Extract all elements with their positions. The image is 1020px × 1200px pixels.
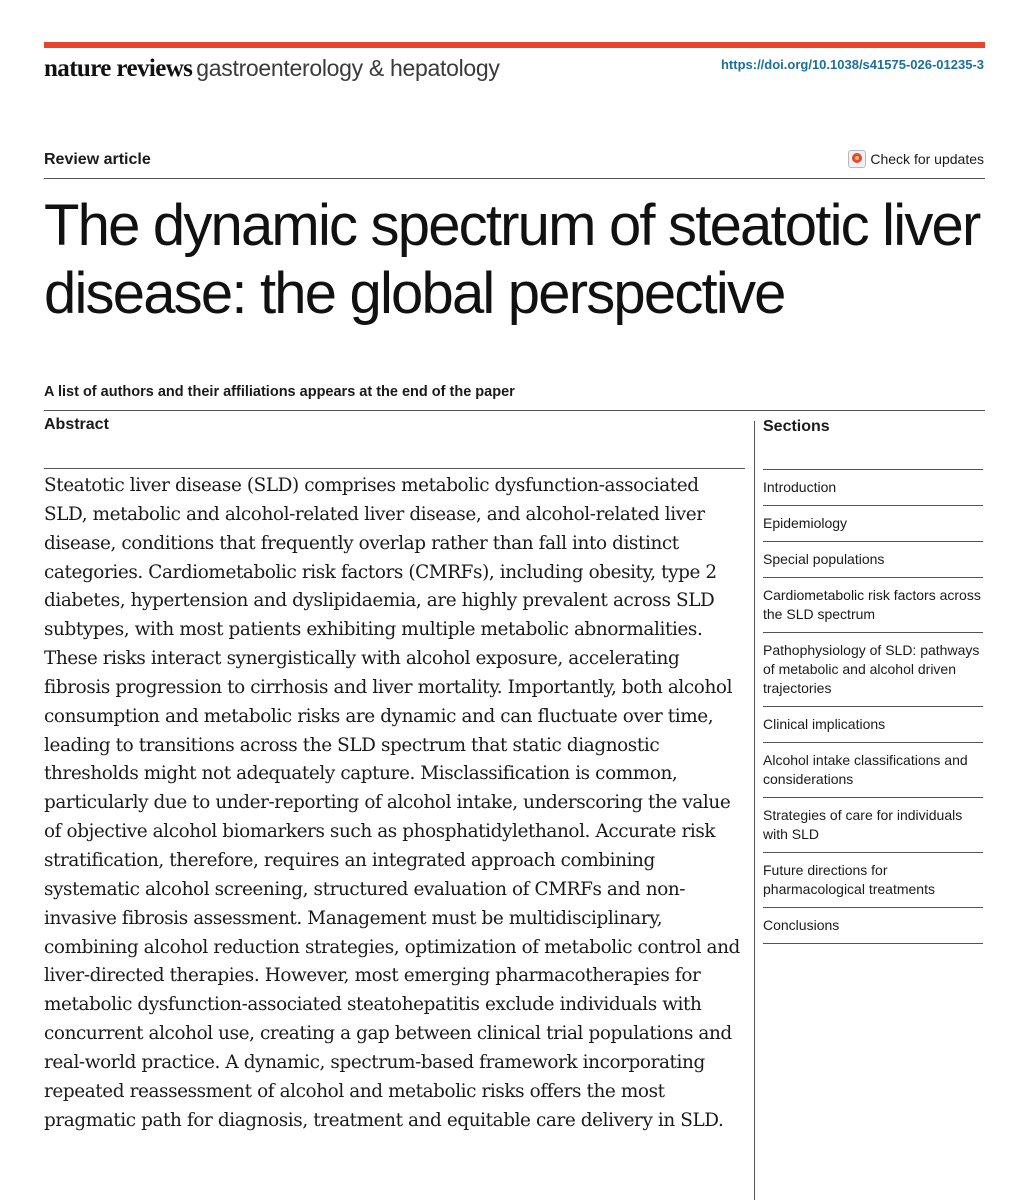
title-top-divider	[44, 178, 985, 179]
check-updates-button[interactable]	[848, 150, 984, 168]
sections-list	[763, 469, 983, 944]
check-updates-label: Check for updates	[870, 151, 984, 167]
header-accent-rule	[44, 42, 985, 48]
article-title: The dynamic spectrum of steatotic liver disease: the global perspective	[44, 193, 980, 326]
section-link-special-populations[interactable]: Special populations	[763, 541, 983, 577]
abstract-divider	[44, 468, 745, 469]
section-link-clinical-implications[interactable]: Clinical implications	[763, 706, 983, 742]
section-link-future-directions[interactable]: Future directions for pharmacological treatments	[763, 852, 983, 907]
check-updates-icon	[848, 150, 866, 168]
authors-divider	[44, 410, 985, 411]
column-divider	[754, 421, 755, 1200]
section-link-alcohol-intake-classifications[interactable]: Alcohol intake classifications and considerations	[763, 742, 983, 797]
abstract-text: Steatotic liver disease (SLD) comprises metabolic dysfunction-associated SLD, metabolic and alcohol-related liver disease, and alcohol-related liver disease, conditions that frequently overlap rather than fall into distinct categories. Cardiometabolic risk factors (CMRFs), including obesity, type 2 diabetes, hypertension and dyslipidaemia, are highly prevalent across SLD subtypes, with most patients exhibiting multiple metabolic abnormalities. These risks interact synergistically with alcohol exposure, accelerating fibrosis progression to cirrhosis and liver mortality. Importantly, both alcohol consumption and metabolic risks are dynamic and can fluctuate over time, leading to transitions across the SLD spectrum that static diagnostic thresholds might not adequately capture. Misclassification is common, particularly due to under-reporting of alcohol intake, underscoring the value of objective alcohol biomarkers such as phosphatidylethanol. Accurate risk stratification, therefore, requires an integrated approach combining systematic alcohol screening, structured evaluation of CMRFs and non-invasive fibrosis assessment. Management must be multidisciplinary, combining alcohol reduction strategies, optimization of metabolic control and liver-directed therapies. However, most emerging pharmacotherapies for metabolic dysfunction-associated steatohepatitis exclude individuals with concurrent alcohol use, creating a gap between clinical trial populations and real-world practice. A dynamic, spectrum-based framework incorporating repeated reassessment of alcohol and metabolic risks offers the most pragmatic path for diagnosis, treatment and equitable care delivery in SLD.	[44, 475, 740, 1131]
abstract-heading: Abstract	[44, 416, 109, 433]
section-link-pathophysiology[interactable]: Pathophysiology of SLD: pathways of metabolic and alcohol driven trajectories	[763, 632, 983, 706]
section-link-conclusions[interactable]: Conclusions	[763, 907, 983, 944]
article-type: Review article	[44, 151, 151, 168]
section-link-strategies-of-care[interactable]: Strategies of care for individuals with SLD	[763, 797, 983, 852]
journal-brand: nature reviews	[44, 55, 193, 82]
section-link-cardiometabolic-risk-factors[interactable]: Cardiometabolic risk factors across the SLD spectrum	[763, 577, 983, 632]
sections-heading: Sections	[763, 418, 830, 435]
authors-note: A list of authors and their affiliations appears at the end of the paper	[44, 384, 515, 400]
doi-link[interactable]: https://doi.org/10.1038/s41575-026-01235-3	[720, 57, 984, 72]
journal-name	[44, 52, 500, 85]
section-link-introduction[interactable]: Introduction	[763, 469, 983, 505]
journal-subtitle: gastroenterology & hepatology	[196, 55, 500, 81]
section-link-epidemiology[interactable]: Epidemiology	[763, 505, 983, 541]
